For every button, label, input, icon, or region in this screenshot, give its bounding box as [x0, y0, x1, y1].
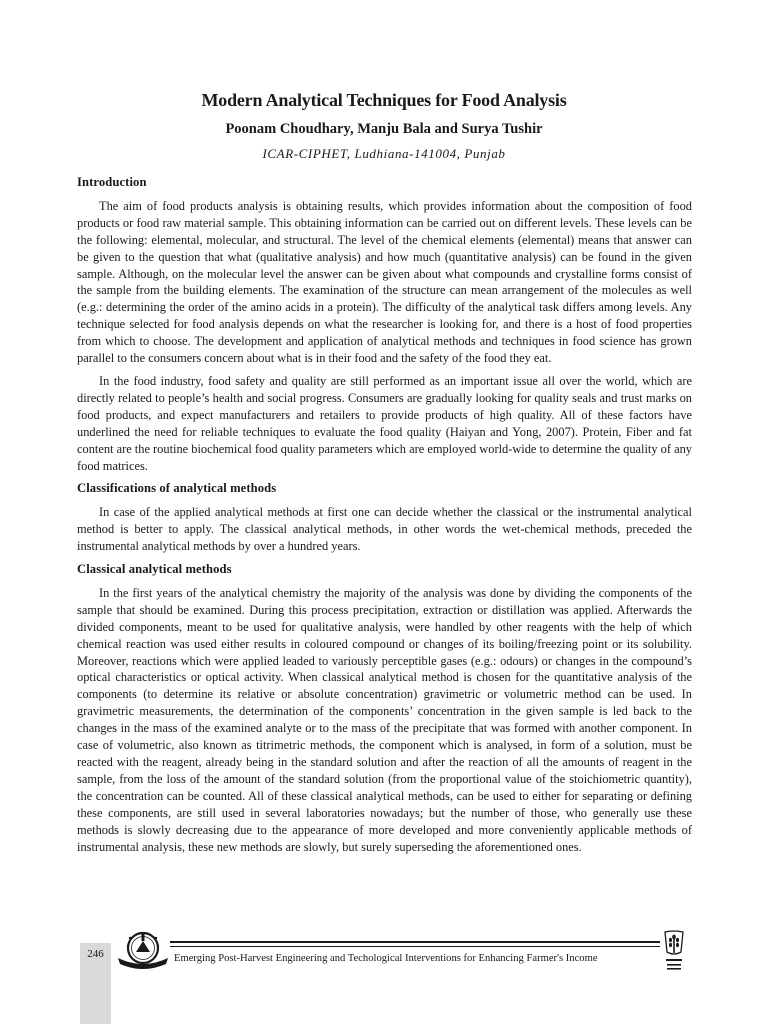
page-number: 246	[87, 948, 104, 960]
paragraph: In case of the applied analytical methods at first one can decide whether the classical or the instrumental analytical method is better to apply. The classical analytical methods, in other words the wet-chemical methods, preceded the instrumental analytical methods by over a hundred years.	[77, 505, 692, 554]
paper-affiliation: ICAR-CIPHET, Ludhiana-141004, Punjab	[262, 146, 506, 161]
section-heading: Classical analytical methods	[77, 562, 232, 577]
section-heading: Classifications of analytical methods	[77, 481, 277, 496]
footer-rule-thin	[170, 946, 660, 947]
footer-publication-title: Emerging Post-Harvest Engineering and Techological Interventions for Enhancing Farmer's Income	[174, 953, 598, 964]
paragraph: In the food industry, food safety and quality are still performed as an important issue all over the world, which are directly related to people’s health and social progress. Consumers are gradually looking for quality seals and trust marks on food products, and expect manufacturers and retailers to provide products of high quality. All of these factors have underlined the need for reliable techniques to evaluate the food quality (Haiyan and Yong, 2007). Protein, Fiber and fat content are the routine biochemical food quality parameters which are employed world-wide to determine the quality of any food matrices.	[77, 373, 692, 473]
section-heading: Introduction	[77, 175, 147, 189]
paragraph: The aim of food products analysis is obtaining results, which provides information about the composition of food products or food raw material sample. This obtaining information can be carried out on different levels. These levels can be the following: elemental, molecular, and structural. The level of the chemical elements (elemental) means that answer can be given to the question that what (qualitative analysis) and how much (quantitative analysis) can be found in the given sample. Although, on the molecular level the answer can be given about what compounds and crystalline forms consist of the sample from the building elements. The examination of the structure can mean arrangement of the molecules as well (e.g.: determining the order of the amino acids in a protein). The difficulty of the analytical task differs among levels. Any technique selected for food analysis depends on what the researcher is looking for, and there is a host of food properties from which to choose. The development and application of analytical methods and techniques in food science has grown parallel to the consumers concern about what is in their food and the safety of the food they eat.	[77, 198, 692, 366]
footer-rule	[170, 941, 660, 943]
icar-logo-icon	[661, 928, 687, 974]
paper-body	[77, 168, 692, 861]
institute-emblem-icon	[116, 926, 170, 974]
paragraph: In the first years of the analytical chemistry the majority of the analysis was done by dividing the components of the sample that should be examined. During this process precipitation, extraction or distillation was applied. Afterwards the divided components, meant to be used for qualitative analysis, were handled by other reagents with the help of which chemical reaction was used either results in coloured compound or changes of its boiling/freezing point or its solubility. Moreover, reactions which were applied leaded to variously perceptible gases (e.g.: odours) or changes in the compound’s optical characteristics or optical activity. When classical analytical method is chosen for the quantitative analysis of the components (to determine its relative or absolute concentration) gravimetric or volumetric method can be used. In gravimetric measurements, the determination of the components’ concentration in the given sample is led back to the changes in the mass of the examined analyte or to the mass of the precipitate that was formed with another component. In case of volumetric, also known as titrimetric methods, the component which is analysed, in form of a solution, must be reacted with the reagent, already being in the standard solution and after the reaction of all the amounts of reagent in the sample, from the loss of the amount of the standard solution (from the proportional value of the stoichiometric quantity), the concentration can be counted. All of these classical analytical methods, can be used to either for separating or defining these components, are still used in several laboratories nowadays; but the number of those, who generally use these methods is slowly decreasing due to the appearance of more developed and more conveniently applicable methods of instrumental analysis, these new methods are slowly, but surely superseding the aforementioned ones.	[77, 585, 692, 854]
paper-title: Modern Analytical Techniques for Food Analysis	[201, 90, 567, 110]
paper-authors: Poonam Choudhary, Manju Bala and Surya Tushir	[225, 121, 543, 137]
